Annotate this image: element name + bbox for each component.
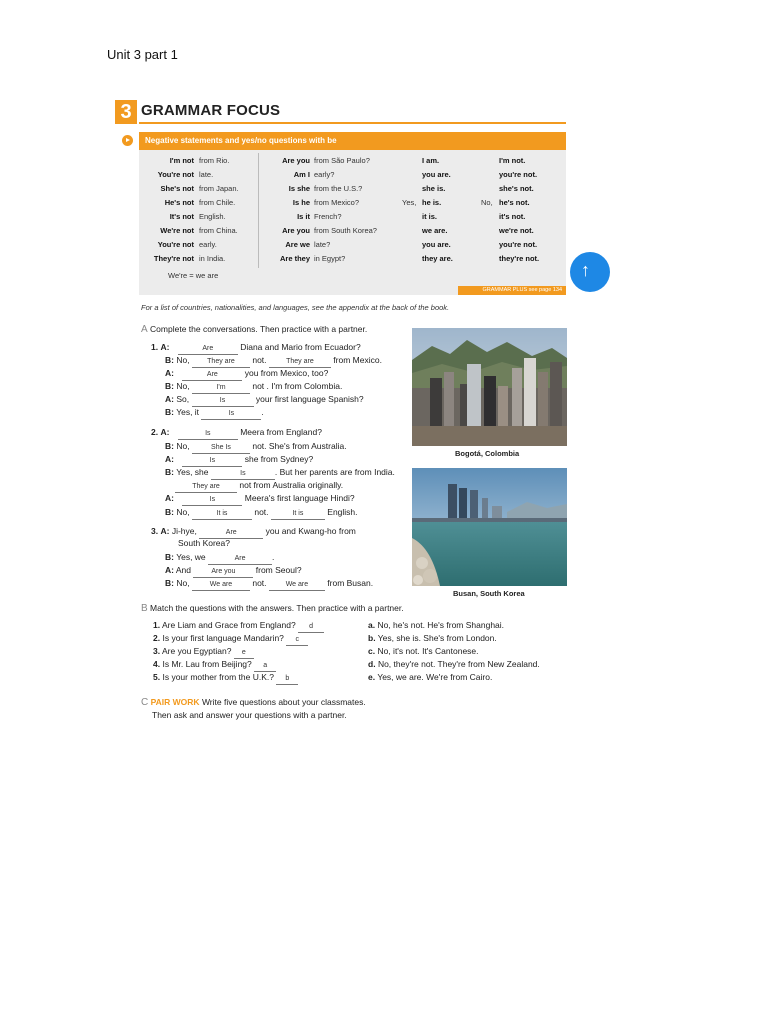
- conv2-line1: [151, 427, 322, 440]
- answer-blank[interactable]: Is: [201, 410, 261, 420]
- answer-text: Yes, we are. We're from Cairo.: [377, 672, 493, 682]
- speaker: B:: [165, 355, 174, 365]
- item-number: 1.: [153, 620, 161, 630]
- sentence-text: English.: [327, 507, 358, 517]
- neg-rest: in India.: [199, 254, 226, 263]
- speaker: A:: [160, 526, 170, 536]
- conv2-line4: [165, 467, 395, 480]
- sentence-text: No,: [176, 381, 190, 391]
- speaker: B:: [165, 507, 174, 517]
- answer-blank[interactable]: She Is: [192, 444, 250, 454]
- match-answer: [368, 620, 504, 630]
- item-number: 2.: [153, 633, 161, 643]
- sentence-text: No,: [176, 441, 190, 451]
- question-text: Is your mother from the U.K.?: [162, 672, 274, 682]
- answer-blank[interactable]: Is: [178, 430, 238, 440]
- grammar-bar-title: Negative statements and yes/no questions with be: [139, 132, 566, 150]
- yes-answer: he is.: [422, 198, 442, 207]
- sentence-text: And: [175, 565, 192, 575]
- answer-blank[interactable]: d: [298, 623, 324, 633]
- sentence-text: from Seoul?: [255, 565, 302, 575]
- match-question: [153, 659, 276, 672]
- question-text: Are you Egyptian?: [162, 646, 232, 656]
- neg-rest: early.: [199, 240, 217, 249]
- question-verb: Is he: [292, 198, 310, 207]
- answer-blank[interactable]: a: [254, 662, 276, 672]
- speaker: B:: [165, 578, 174, 588]
- section-number: 3: [115, 100, 137, 124]
- conv2-line6: [165, 493, 355, 506]
- neg-rest: from Chile.: [199, 198, 236, 207]
- answer-text: No, it's not. It's Cantonese.: [377, 646, 479, 656]
- answer-letter: d.: [368, 659, 376, 669]
- answer-blank[interactable]: Are: [208, 555, 272, 565]
- speaker: A:: [165, 565, 174, 575]
- neg-subject: We're not: [160, 226, 194, 235]
- question-verb: Are they: [279, 254, 310, 263]
- answer-blank[interactable]: Are: [182, 371, 242, 381]
- sentence-text: not . I'm from Colombia.: [252, 381, 343, 391]
- answer-blank[interactable]: It is: [271, 510, 325, 520]
- pair-work-label: PAIR WORK: [150, 697, 200, 707]
- yes-answer: you are.: [422, 170, 451, 179]
- neg-subject: He's not: [164, 198, 194, 207]
- sentence-text: Yes, it: [176, 407, 200, 417]
- conv1-line5: [165, 394, 364, 407]
- exercise-b-letter: B: [141, 603, 148, 614]
- match-answer: [368, 672, 492, 682]
- sentence-text: she from Sydney?: [244, 454, 314, 464]
- question-verb: Are we: [285, 240, 310, 249]
- question-rest: late?: [314, 240, 331, 249]
- answer-blank[interactable]: We are: [192, 581, 250, 591]
- question-text: Is your first language Mandarin?: [162, 633, 284, 643]
- conv1-line1: [151, 342, 361, 355]
- conv-number: 1.: [151, 342, 159, 352]
- speaker: B:: [165, 552, 174, 562]
- answer-blank[interactable]: Are: [199, 529, 263, 539]
- sentence-text: not.: [252, 578, 267, 588]
- answer-blank[interactable]: c: [286, 636, 308, 646]
- arrow-up-icon: ↑: [581, 260, 590, 280]
- yes-answer: we are.: [422, 226, 448, 235]
- question-text: Are Liam and Grace from England?: [162, 620, 296, 630]
- neg-subject: You're not: [157, 240, 194, 249]
- exercise-c-line2: Then ask and answer your questions with a partner.: [152, 710, 347, 720]
- conv2-line7: [165, 507, 358, 520]
- conv2-line5: [175, 480, 343, 493]
- question-verb: Is it: [297, 212, 310, 221]
- answer-blank[interactable]: Is: [182, 457, 242, 467]
- conv2-line2: [165, 441, 347, 454]
- grammar-plus-tag: GRAMMAR PLUS see page 134: [458, 286, 566, 295]
- answer-text: No, they're not. They're from New Zealand.: [377, 659, 540, 669]
- answer-letter: b.: [368, 633, 376, 643]
- question-verb: Am I: [293, 170, 310, 179]
- exercise-a-instruction: Complete the conversations. Then practice with a partner.: [150, 324, 368, 334]
- answer-letter: e.: [368, 672, 376, 682]
- neg-subject: They're not: [153, 254, 194, 263]
- conv3-line1b: South Korea?: [178, 538, 230, 548]
- sentence-text: No,: [176, 507, 190, 517]
- play-audio-icon[interactable]: [122, 135, 133, 146]
- bogota-photo: [412, 328, 567, 446]
- speaker: B:: [165, 381, 174, 391]
- sentence-text: Yes, we: [176, 552, 206, 562]
- neg-subject: You're not: [157, 170, 194, 179]
- question-verb: Are you: [282, 156, 310, 165]
- answer-blank[interactable]: Is: [211, 470, 275, 480]
- sentence-text: No,: [176, 578, 190, 588]
- answer-blank[interactable]: b: [276, 675, 298, 685]
- answer-blank[interactable]: Is: [192, 397, 254, 407]
- neg-rest: late.: [199, 170, 214, 179]
- conv3-line3: [165, 565, 302, 578]
- yes-answer: you are.: [422, 240, 451, 249]
- answer-blank[interactable]: We are: [269, 581, 325, 591]
- neg-rest: from Rio.: [199, 156, 230, 165]
- answer-blank[interactable]: Are: [178, 345, 238, 355]
- conv1-line6: [165, 407, 264, 420]
- sentence-text: .: [272, 552, 275, 562]
- sentence-text: from Busan.: [327, 578, 374, 588]
- answer-letter: c.: [368, 646, 376, 656]
- answer-blank[interactable]: They are: [175, 483, 237, 493]
- answer-blank[interactable]: e: [234, 649, 254, 659]
- title-rule: [139, 122, 566, 124]
- photo-caption: Busan, South Korea: [453, 589, 525, 598]
- question-rest: from Mexico?: [314, 198, 360, 207]
- speaker: B:: [165, 467, 174, 477]
- conv3-line4: [165, 578, 373, 591]
- exercise-a-letter: A: [141, 324, 148, 335]
- answer-blank[interactable]: Is: [182, 496, 242, 506]
- no-answer: you're not.: [499, 240, 538, 249]
- question-rest: from the U.S.?: [314, 184, 363, 193]
- no-answer: we're not.: [499, 226, 534, 235]
- sentence-text: Diana and Mario from Ecuador?: [240, 342, 361, 352]
- question-text: Is Mr. Lau from Beijing?: [162, 659, 252, 669]
- answer-text: Yes, she is. She's from London.: [377, 633, 497, 643]
- yes-answer: it is.: [422, 212, 438, 221]
- no-answer: he's not.: [499, 198, 530, 207]
- no-answer: she's not.: [499, 184, 534, 193]
- answer-text: No, he's not. He's from Shanghai.: [377, 620, 505, 630]
- sentence-text: Ji-hye,: [171, 526, 197, 536]
- no-answer: I'm not.: [499, 156, 526, 165]
- question-rest: from São Paulo?: [314, 156, 370, 165]
- match-question: [153, 646, 254, 659]
- contraction-note: We're = we are: [168, 271, 219, 280]
- neg-subject: It's not: [169, 212, 194, 221]
- sentence-text: No,: [176, 355, 190, 365]
- question-verb: Are you: [282, 226, 310, 235]
- match-question: [153, 633, 308, 646]
- neg-rest: from China.: [199, 226, 238, 235]
- no-answer: they're not.: [499, 254, 540, 263]
- answer-blank[interactable]: I'm: [192, 384, 250, 394]
- sentence-text: Meera's first language Hindi?: [244, 493, 355, 503]
- sentence-text: your first language Spanish?: [255, 394, 364, 404]
- sentence-text: Meera from England?: [240, 427, 322, 437]
- busan-photo: [412, 468, 567, 586]
- item-number: 4.: [153, 659, 161, 669]
- sentence-text: not. She's from Australia.: [252, 441, 347, 451]
- page-label: Unit 3 part 1: [107, 47, 178, 62]
- yes-label: Yes,: [402, 198, 417, 207]
- match-answer: [368, 633, 497, 643]
- sentence-text: not.: [254, 507, 269, 517]
- photo-caption: Bogotá, Colombia: [455, 449, 520, 458]
- conv1-line4: [165, 381, 342, 394]
- match-answer: [368, 646, 479, 656]
- speaker: A:: [165, 368, 174, 378]
- no-answer: it's not.: [499, 212, 526, 221]
- conv-number: 3.: [151, 526, 159, 536]
- question-rest: in Egypt?: [314, 254, 346, 263]
- neg-rest: from Japan.: [199, 184, 239, 193]
- question-verb: Is she: [288, 184, 310, 193]
- match-answer: [368, 659, 540, 669]
- answer-blank[interactable]: It is: [192, 510, 252, 520]
- scroll-up-fab[interactable]: [570, 252, 610, 292]
- speaker: A:: [165, 493, 174, 503]
- answer-blank[interactable]: Are you: [193, 568, 253, 578]
- speaker: A:: [160, 342, 170, 352]
- appendix-note: For a list of countries, nationalities, and languages, see the appendix at the back of the book.: [141, 303, 450, 312]
- no-answer: you're not.: [499, 170, 538, 179]
- sentence-text: .: [261, 407, 264, 417]
- sentence-text: you and Kwang-ho from: [265, 526, 356, 536]
- conv3-line2: [165, 552, 274, 565]
- conv1-line3: [165, 368, 328, 381]
- no-label: No,: [481, 198, 493, 207]
- question-rest: from South Korea?: [314, 226, 377, 235]
- neg-subject: She's not: [160, 184, 194, 193]
- speaker: B:: [165, 441, 174, 451]
- answer-blank[interactable]: They are: [269, 358, 331, 368]
- sentence-text: not from Australia originally.: [239, 480, 344, 490]
- item-number: 5.: [153, 672, 161, 682]
- speaker: A:: [165, 394, 174, 404]
- sentence-text: So,: [176, 394, 190, 404]
- conv1-line2: [165, 355, 382, 368]
- exercise-c-line1: Write five questions about your classmates.: [201, 697, 366, 707]
- question-rest: early?: [314, 170, 335, 179]
- speaker: A:: [160, 427, 170, 437]
- question-rest: French?: [314, 212, 342, 221]
- speaker: A:: [165, 454, 174, 464]
- yes-answer: she is.: [422, 184, 446, 193]
- yes-answer: I am.: [422, 156, 440, 165]
- neg-rest: English.: [199, 212, 226, 221]
- exercise-c-letter: C: [141, 697, 149, 708]
- match-question: [153, 620, 324, 633]
- item-number: 3.: [153, 646, 161, 656]
- match-question: [153, 672, 298, 685]
- exercise-b-instruction: Match the questions with the answers. Then practice with a partner.: [150, 603, 404, 613]
- answer-blank[interactable]: They are: [192, 358, 250, 368]
- neg-subject: I'm not: [169, 156, 194, 165]
- answer-letter: a.: [368, 620, 376, 630]
- speaker: B:: [165, 407, 174, 417]
- conv2-line3: [165, 454, 313, 467]
- conv-number: 2.: [151, 427, 159, 437]
- sentence-text: from Mexico.: [333, 355, 382, 365]
- sentence-text: you from Mexico, too?: [244, 368, 329, 378]
- sentence-text: Yes, she: [176, 467, 209, 477]
- yes-answer: they are.: [422, 254, 453, 263]
- sentence-text: not.: [252, 355, 267, 365]
- sentence-text: . But her parents are from India.: [274, 467, 395, 477]
- section-title: GRAMMAR FOCUS: [141, 102, 281, 119]
- column-divider: [258, 153, 259, 268]
